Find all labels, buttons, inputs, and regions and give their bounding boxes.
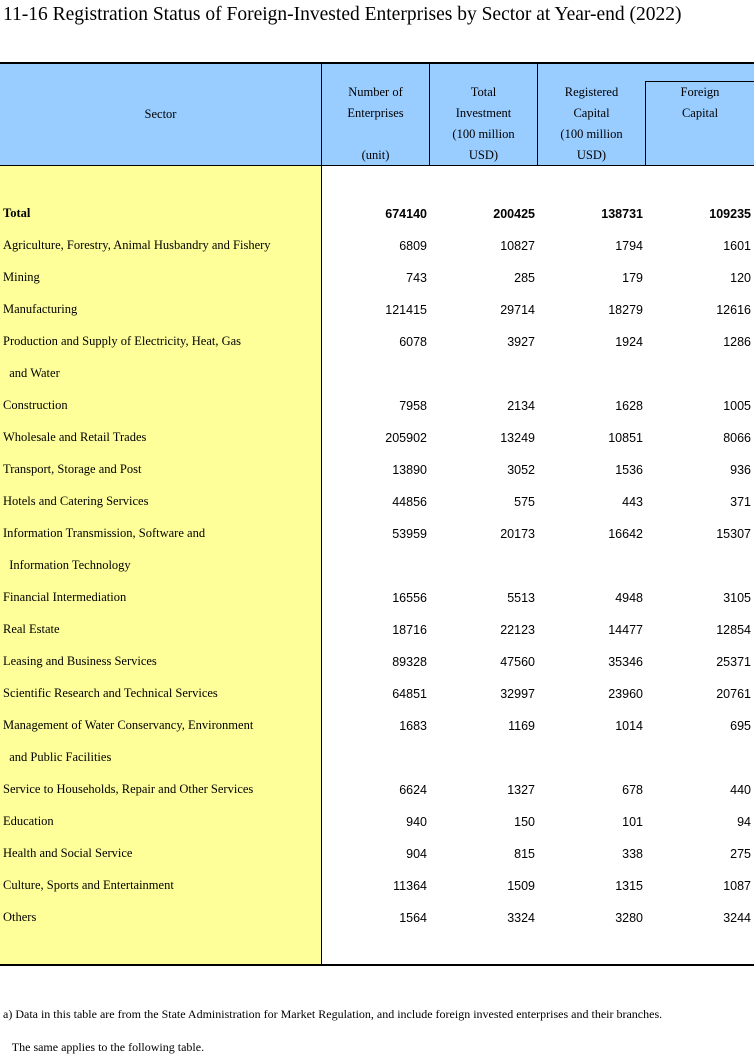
row-sector: Construction xyxy=(3,398,68,412)
row-foreign-value: 8066 xyxy=(723,431,751,445)
row-sector: and Public Facilities xyxy=(3,750,112,764)
row-foreign-value: 1005 xyxy=(723,399,751,413)
row-foreign-value: 3105 xyxy=(723,591,751,605)
row-sector: Others xyxy=(3,910,37,924)
row-foreign-value: 20761 xyxy=(716,687,751,701)
row-enterprises-value: 16556 xyxy=(392,591,427,605)
row-registered-value: 678 xyxy=(622,783,643,797)
row-sector: Real Estate xyxy=(3,622,60,636)
row-registered-value: 1628 xyxy=(615,399,643,413)
row-investment-value: 29714 xyxy=(500,303,535,317)
row-registered-value: 10851 xyxy=(608,431,643,445)
row-foreign-value: 15307 xyxy=(716,527,751,541)
row-registered-value: 1536 xyxy=(615,463,643,477)
row-investment-value: 13249 xyxy=(500,431,535,445)
row-investment-value: 3052 xyxy=(507,463,535,477)
row-enterprises-value: 904 xyxy=(406,847,427,861)
row-foreign-value: 1286 xyxy=(723,335,751,349)
row-sector: Service to Households, Repair and Other Services xyxy=(3,782,254,796)
header-enterprises-line: Enterprises xyxy=(347,106,404,120)
row-foreign-value: 1601 xyxy=(723,239,751,253)
row-registered-value: 1315 xyxy=(615,879,643,893)
row-investment-value: 1169 xyxy=(508,719,535,733)
row-registered-value: 4948 xyxy=(615,591,643,605)
header-enterprises-line: Number of xyxy=(348,85,403,99)
note-line: a) Data in this table are from the State Administration for Market Regulation, and include foreign invested enterprises and their branches. xyxy=(3,1007,663,1021)
header-investment-line: Investment xyxy=(455,106,512,120)
row-enterprises-value: 11364 xyxy=(393,879,427,893)
row-sector: Financial Intermediation xyxy=(3,590,127,604)
row-sector: Management of Water Conservancy, Environment xyxy=(3,718,254,732)
row-enterprises-value: 7958 xyxy=(399,399,427,413)
row-registered-value: 101 xyxy=(622,815,643,829)
row-sector: Scientific Research and Technical Services xyxy=(3,686,218,700)
row-enterprises-value: 6809 xyxy=(399,239,427,253)
row-enterprises-value: 205902 xyxy=(385,431,427,445)
row-sector: Wholesale and Retail Trades xyxy=(3,430,147,444)
header-investment xyxy=(430,82,537,166)
row-enterprises-value: 121415 xyxy=(385,303,427,317)
row-investment-value: 285 xyxy=(514,271,535,285)
note-line: The same applies to the following table. xyxy=(3,1040,205,1054)
row-registered-value: 35346 xyxy=(608,655,643,669)
row-investment-value: 20173 xyxy=(500,527,535,541)
header-registered-line: USD) xyxy=(576,148,607,162)
table-bottom-border xyxy=(0,964,754,966)
row-enterprises-value: 743 xyxy=(406,271,427,285)
row-investment-value: 47560 xyxy=(500,655,535,669)
row-sector: Manufacturing xyxy=(3,302,78,316)
header-foreign-line: Foreign xyxy=(680,85,720,99)
header-investment-line: (100 million xyxy=(452,127,515,141)
row-foreign-value: 371 xyxy=(730,495,751,509)
row-sector: Education xyxy=(3,814,54,828)
row-enterprises-value: 1683 xyxy=(399,719,427,733)
row-investment-value: 2134 xyxy=(507,399,535,413)
row-investment-value: 1509 xyxy=(507,879,535,893)
row-foreign-value: 12854 xyxy=(716,623,751,637)
header-registered-line: Registered xyxy=(564,85,619,99)
row-investment-value: 3927 xyxy=(507,335,535,349)
row-enterprises-value: 674140 xyxy=(385,207,427,221)
row-registered-value: 138731 xyxy=(601,207,643,221)
row-investment-value: 150 xyxy=(514,815,535,829)
row-foreign-value: 1087 xyxy=(723,879,751,893)
row-registered-value: 179 xyxy=(622,271,643,285)
row-enterprises-value: 6078 xyxy=(399,335,427,349)
row-enterprises-value: 89328 xyxy=(392,655,427,669)
row-foreign-value: 12616 xyxy=(716,303,751,317)
row-investment-value: 1327 xyxy=(507,783,535,797)
row-investment-value: 3324 xyxy=(507,911,535,925)
row-foreign-value: 109235 xyxy=(709,207,751,221)
header-enterprises xyxy=(322,82,429,166)
header-enterprises-line xyxy=(322,124,429,145)
column-divider xyxy=(321,64,322,964)
row-registered-value: 14477 xyxy=(608,623,643,637)
row-enterprises-value: 53959 xyxy=(392,527,427,541)
header-registered-line: (100 million xyxy=(560,127,623,141)
row-enterprises-value: 44856 xyxy=(392,495,427,509)
row-foreign-value: 120 xyxy=(730,271,751,285)
row-sector: Production and Supply of Electricity, Heat, Gas xyxy=(3,334,242,348)
row-registered-value: 1924 xyxy=(615,335,643,349)
row-sector: Transport, Storage and Post xyxy=(3,462,142,476)
row-foreign-value: 936 xyxy=(730,463,751,477)
row-investment-value: 32997 xyxy=(500,687,535,701)
row-investment-value: 5513 xyxy=(507,591,535,605)
row-foreign-value: 94 xyxy=(737,815,751,829)
row-investment-value: 22123 xyxy=(500,623,535,637)
header-investment-line: USD) xyxy=(468,148,499,162)
row-sector: Culture, Sports and Entertainment xyxy=(3,878,174,892)
row-investment-value: 815 xyxy=(514,847,535,861)
row-registered-value: 443 xyxy=(622,495,643,509)
row-sector: Health and Social Service xyxy=(3,846,133,860)
header-foreign-line: Capital xyxy=(681,106,719,120)
row-registered-value: 3280 xyxy=(615,911,643,925)
row-foreign-value: 275 xyxy=(730,847,751,861)
row-enterprises-value: 13890 xyxy=(392,463,427,477)
row-enterprises-value: 64851 xyxy=(392,687,427,701)
row-sector: Information Transmission, Software and xyxy=(3,526,206,540)
row-registered-value: 338 xyxy=(622,847,643,861)
row-investment-value: 10827 xyxy=(500,239,535,253)
row-sector: and Water xyxy=(3,366,60,380)
row-sector: Information Technology xyxy=(3,558,131,572)
row-foreign-value: 695 xyxy=(730,719,751,733)
row-foreign-value: 25371 xyxy=(716,655,751,669)
row-sector: Leasing and Business Services xyxy=(3,654,157,668)
row-registered-value: 1014 xyxy=(615,719,643,733)
header-registered xyxy=(538,82,645,166)
row-registered-value: 18279 xyxy=(608,303,643,317)
row-foreign-value: 440 xyxy=(730,783,751,797)
header-registered-line: Capital xyxy=(573,106,610,120)
row-enterprises-value: 18716 xyxy=(392,623,427,637)
header-enterprises-line: (unit) xyxy=(361,148,390,162)
header-foreign xyxy=(646,82,754,124)
header-sector: Sector xyxy=(144,107,177,121)
row-investment-value: 200425 xyxy=(493,207,535,221)
row-sector: Mining xyxy=(3,270,40,284)
row-sector: Total xyxy=(3,206,31,220)
header-investment-line: Total xyxy=(470,85,497,99)
row-enterprises-value: 1564 xyxy=(399,911,427,925)
row-enterprises-value: 6624 xyxy=(399,783,427,797)
row-enterprises-value: 940 xyxy=(406,815,427,829)
row-registered-value: 16642 xyxy=(608,527,643,541)
row-registered-value: 1794 xyxy=(615,239,643,253)
row-investment-value: 575 xyxy=(514,495,535,509)
row-sector: Hotels and Catering Services xyxy=(3,494,149,508)
page-title: 11-16 Registration Status of Foreign-Invested Enterprises by Sector at Year-end (2022) xyxy=(3,4,682,25)
row-foreign-value: 3244 xyxy=(723,911,751,925)
row-sector: Agriculture, Forestry, Animal Husbandry and Fishery xyxy=(3,238,271,252)
row-registered-value: 23960 xyxy=(608,687,643,701)
